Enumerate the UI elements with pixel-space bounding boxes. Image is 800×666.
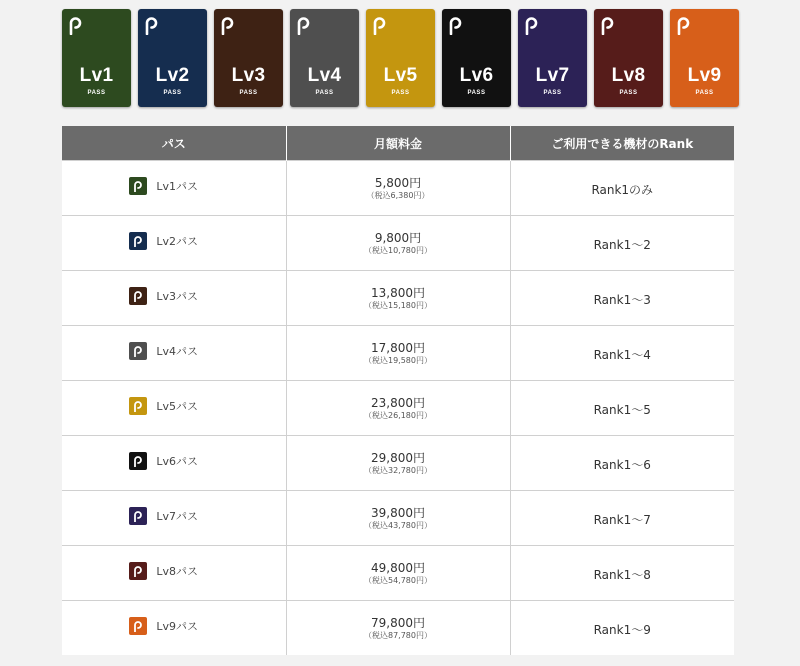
pass-logo-icon xyxy=(129,287,147,305)
table-row xyxy=(62,601,734,656)
brand-logo-icon xyxy=(600,15,615,35)
pass-card-lv2[interactable] xyxy=(138,9,207,107)
pass-logo-icon xyxy=(129,177,147,195)
pass-logo-icon xyxy=(129,617,147,635)
pass-name: Lv7パス xyxy=(156,510,199,523)
rank-cell xyxy=(510,601,734,656)
card-pass-label: PASS xyxy=(619,90,638,96)
monthly-price: 9,800円 xyxy=(374,230,422,245)
price-cell xyxy=(286,491,510,546)
price-cell xyxy=(286,436,510,491)
pass-cell xyxy=(62,436,286,491)
pass-cell xyxy=(62,546,286,601)
tax-included-price: （税込26,180円） xyxy=(364,410,432,420)
rank-cell xyxy=(510,271,734,326)
pass-name: Lv3パス xyxy=(156,290,199,303)
pass-logo-icon xyxy=(129,452,147,470)
card-pass-label: PASS xyxy=(695,90,714,96)
pass-card-lv6[interactable] xyxy=(442,9,511,107)
pass-cell xyxy=(62,271,286,326)
monthly-price: 5,800円 xyxy=(374,175,422,190)
card-level-label: Lv5 xyxy=(383,65,418,86)
tax-included-price: （税込87,780円） xyxy=(364,630,432,640)
pass-name: Lv2パス xyxy=(156,235,199,248)
card-pass-label: PASS xyxy=(467,90,486,96)
rank-range: Rank1～4 xyxy=(593,347,651,362)
card-pass-label: PASS xyxy=(391,90,410,96)
pass-card-lv4[interactable] xyxy=(290,9,359,107)
card-pass-label: PASS xyxy=(163,90,182,96)
tax-included-price: （税込15,180円） xyxy=(364,300,432,310)
tax-included-price: （税込54,780円） xyxy=(364,575,432,585)
price-cell xyxy=(286,216,510,271)
price-cell xyxy=(286,161,510,216)
price-cell xyxy=(286,381,510,436)
rank-range: Rank1～7 xyxy=(593,512,651,527)
pass-logo-icon xyxy=(129,232,147,250)
pass-logo-icon xyxy=(129,562,147,580)
pass-name: Lv6パス xyxy=(156,455,199,468)
rank-range: Rank1～8 xyxy=(593,567,651,582)
rank-cell xyxy=(510,161,734,216)
pass-card-lv8[interactable] xyxy=(594,9,663,107)
pass-cell xyxy=(62,601,286,656)
rank-cell xyxy=(510,546,734,601)
brand-logo-icon xyxy=(676,15,691,35)
pass-cell xyxy=(62,326,286,381)
tax-included-price: （税込32,780円） xyxy=(364,465,432,475)
pass-cell xyxy=(62,491,286,546)
card-level-label: Lv8 xyxy=(611,65,646,86)
card-level-label: Lv9 xyxy=(687,65,722,86)
brand-logo-icon xyxy=(68,15,83,35)
rank-range: Rank1のみ xyxy=(591,182,654,197)
pass-name: Lv5パス xyxy=(156,400,199,413)
monthly-price: 29,800円 xyxy=(371,450,425,465)
table-row xyxy=(62,546,734,601)
pass-card-lv1[interactable] xyxy=(62,9,131,107)
pass-card-lv7[interactable] xyxy=(518,9,587,107)
rank-range: Rank1～9 xyxy=(593,622,651,637)
tax-included-price: （税込19,580円） xyxy=(364,355,432,365)
rank-cell xyxy=(510,326,734,381)
price-cell xyxy=(286,326,510,381)
pass-name: Lv4パス xyxy=(156,345,199,358)
pass-logo-icon xyxy=(129,342,147,360)
monthly-price: 13,800円 xyxy=(371,285,425,300)
card-pass-label: PASS xyxy=(87,90,106,96)
price-cell xyxy=(286,546,510,601)
card-level-label: Lv4 xyxy=(307,65,342,86)
pass-pricing-table xyxy=(62,126,734,655)
pass-name: Lv1パス xyxy=(156,180,199,193)
pass-cell xyxy=(62,381,286,436)
table-row xyxy=(62,436,734,491)
card-level-label: Lv7 xyxy=(535,65,570,86)
pass-card-lv5[interactable] xyxy=(366,9,435,107)
table-row xyxy=(62,271,734,326)
brand-logo-icon xyxy=(448,15,463,35)
header-available-rank: ご利用できる機材のRank xyxy=(510,126,734,161)
tax-included-price: （税込10,780円） xyxy=(364,245,432,255)
price-cell xyxy=(286,601,510,656)
monthly-price: 49,800円 xyxy=(371,560,425,575)
rank-cell xyxy=(510,491,734,546)
pass-card-row xyxy=(62,9,739,107)
brand-logo-icon xyxy=(524,15,539,35)
tax-included-price: （税込6,380円） xyxy=(366,190,430,200)
brand-logo-icon xyxy=(220,15,235,35)
card-pass-label: PASS xyxy=(239,90,258,96)
table-row xyxy=(62,326,734,381)
monthly-price: 79,800円 xyxy=(371,615,425,630)
rank-range: Rank1～3 xyxy=(593,292,651,307)
rank-range: Rank1～2 xyxy=(593,237,651,252)
pass-cell xyxy=(62,161,286,216)
card-level-label: Lv3 xyxy=(231,65,266,86)
header-monthly-fee: 月額料金 xyxy=(286,126,510,161)
brand-logo-icon xyxy=(372,15,387,35)
rank-range: Rank1～6 xyxy=(593,457,651,472)
rank-cell xyxy=(510,216,734,271)
card-pass-label: PASS xyxy=(543,90,562,96)
pass-card-lv3[interactable] xyxy=(214,9,283,107)
brand-logo-icon xyxy=(144,15,159,35)
monthly-price: 23,800円 xyxy=(371,395,425,410)
table-row xyxy=(62,381,734,436)
brand-logo-icon xyxy=(296,15,311,35)
rank-range: Rank1～5 xyxy=(593,402,651,417)
monthly-price: 39,800円 xyxy=(371,505,425,520)
card-level-label: Lv2 xyxy=(155,65,190,86)
table-row xyxy=(62,491,734,546)
price-cell xyxy=(286,271,510,326)
table-row xyxy=(62,216,734,271)
rank-cell xyxy=(510,436,734,491)
pass-card-lv9[interactable] xyxy=(670,9,739,107)
tax-included-price: （税込43,780円） xyxy=(364,520,432,530)
table-row xyxy=(62,161,734,216)
header-pass: パス xyxy=(62,126,286,161)
pass-logo-icon xyxy=(129,507,147,525)
pass-cell xyxy=(62,216,286,271)
card-level-label: Lv6 xyxy=(459,65,494,86)
rank-cell xyxy=(510,381,734,436)
pass-name: Lv9パス xyxy=(156,620,199,633)
card-pass-label: PASS xyxy=(315,90,334,96)
monthly-price: 17,800円 xyxy=(371,340,425,355)
pass-logo-icon xyxy=(129,397,147,415)
card-level-label: Lv1 xyxy=(79,65,114,86)
pass-name: Lv8パス xyxy=(156,565,199,578)
table-header-row xyxy=(62,126,734,161)
